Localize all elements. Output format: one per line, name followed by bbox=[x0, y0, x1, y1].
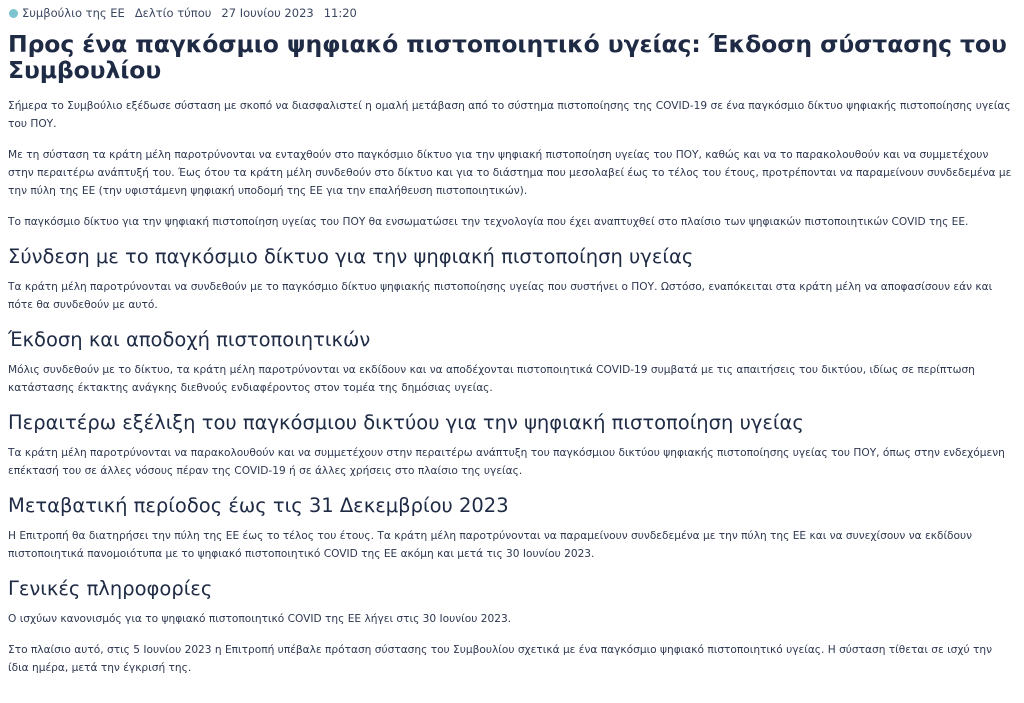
intro-paragraph: Σήμερα το Συμβούλιο εξέδωσε σύσταση με σκοπό να διασφαλιστεί η ομαλή μετάβαση από το σύστημα πιστοποίησης της COVID-19 σε ένα παγκόσμιο δίκτυο ψηφιακής πιστοποίησης υγείας του ΠΟΥ. bbox=[8, 100, 1011, 130]
council-dot-icon bbox=[9, 9, 18, 18]
section-heading: Περαιτέρω εξέλιξη του παγκόσμιου δικτύου για την ψηφιακή πιστοποίηση υγείας bbox=[8, 411, 804, 434]
section-paragraph: Ο ισχύων κανονισμός για το ψηφιακό πιστοποιητικό COVID της ΕΕ λήγει στις 30 Ιουνίου 2023. bbox=[8, 613, 512, 625]
meta-date: 27 Ιουνίου 2023 bbox=[221, 6, 314, 20]
meta-source: Συμβούλιο της ΕΕ bbox=[22, 6, 125, 20]
section-connection bbox=[8, 245, 1016, 314]
section-paragraph: Τα κράτη μέλη παροτρύνονται να συνδεθούν με το παγκόσμιο δίκτυο ψηφιακής πιστοποίησης υγείας που συστήνει ο ΠΟΥ. Ωστόσο, εναπόκειται στα κράτη μέλη να αποφασίσουν εάν και πότε θα συνδεθούν με αυτό. bbox=[8, 281, 993, 311]
page-title: Προς ένα παγκόσμιο ψηφιακό πιστοποιητικό υγείας: Έκδοση σύστασης του Συμβουλίου bbox=[8, 30, 1007, 84]
section-general-info bbox=[8, 577, 1016, 677]
section-heading: Γενικές πληροφορίες bbox=[8, 577, 213, 600]
section-paragraph: Μόλις συνδεθούν με το δίκτυο, τα κράτη μέλη παροτρύνονται να εκδίδουν και να αποδέχονται πιστοποιητικά COVID-19 συμβατά με τις απαιτήσεις του δικτύου, ιδίως σε περίπτωση κατάστασης έκτακτης ανάγκης διεθνούς ενδιαφέροντος στον τομέα της δημόσιας υγείας. bbox=[8, 364, 975, 394]
section-transition bbox=[8, 494, 1016, 563]
intro-section bbox=[8, 97, 1016, 231]
article-meta bbox=[8, 4, 1016, 22]
section-heading: Σύνδεση με το παγκόσμιο δίκτυο για την ψηφιακή πιστοποίηση υγείας bbox=[8, 245, 694, 268]
section-heading: Έκδοση και αποδοχή πιστοποιητικών bbox=[8, 328, 371, 351]
section-heading: Μεταβατική περίοδος έως τις 31 Δεκεμβρίου 2023 bbox=[8, 494, 509, 517]
section-development bbox=[8, 411, 1016, 480]
section-paragraph: Η Επιτροπή θα διατηρήσει την πύλη της ΕΕ έως το τέλος του έτους. Τα κράτη μέλη παροτρύνονται να παραμείνουν συνδεδεμένα με την πύλη της ΕΕ και να συνεχίσουν να εκδίδουν πιστοποιητικά πανομοιότυπα με το ψηφιακό πιστοποιητικό COVID της ΕΕ ακόμη και μετά τις 30 Ιουνίου 2023. bbox=[8, 530, 973, 560]
meta-type: Δελτίο τύπου bbox=[134, 6, 212, 20]
meta-time: 11:20 bbox=[323, 6, 357, 20]
section-paragraph: Τα κράτη μέλη παροτρύνονται να παρακολουθούν και να συμμετέχουν στην περαιτέρω ανάπτυξη του παγκόσμιου δικτύου ψηφιακής πιστοποίησης υγείας του ΠΟΥ, όπως στην ενδεχόμενη επέκτασή του σε άλλες νόσους πέραν της COVID-19 ή σε άλλες χρήσεις στο πλαίσιο της υγείας. bbox=[8, 447, 1005, 477]
section-paragraph: Στο πλαίσιο αυτό, στις 5 Ιουνίου 2023 η Επιτροπή υπέβαλε πρόταση σύστασης του Συμβουλίου σχετικά με ένα παγκόσμιο ψηφιακό πιστοποιητικό υγείας. Η σύσταση τίθεται σε ισχύ την ίδια ημέρα, μετά την έγκρισή της. bbox=[8, 644, 993, 674]
section-issuance bbox=[8, 328, 1016, 397]
intro-paragraph: Το παγκόσμιο δίκτυο για την ψηφιακή πιστοποίηση υγείας του ΠΟΥ θα ενσωματώσει την τεχνολογία που έχει αναπτυχθεί στο πλαίσιο των ψηφιακών πιστοποιητικών COVID της ΕΕ. bbox=[8, 216, 969, 228]
intro-paragraph: Με τη σύσταση τα κράτη μέλη παροτρύνονται να ενταχθούν στο παγκόσμιο δίκτυο για την ψηφιακή πιστοποίηση υγείας του ΠΟΥ, καθώς και να το παρακολουθούν και να συμμετέχουν στην περαιτέρω ανάπτυξή του. Έως ότου τα κράτη μέλη συνδεθούν στο δίκτυο και για το διάστημα που μεσολαβεί έως το τέλος του έτους, προτρέπονται να παραμείνουν συνδεδεμένα με την πύλη της ΕΕ (την υφιστάμενη ψηφιακή υποδομή της ΕΕ για την επαλήθευση πιστοποιητικών). bbox=[8, 149, 1012, 197]
